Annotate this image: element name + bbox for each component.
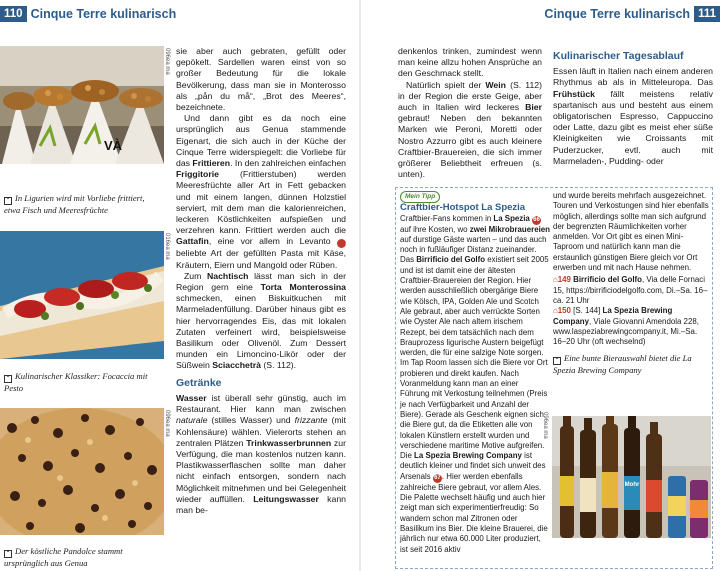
text-run: Essen läuft in Italien nach einem anderen Rhythmus ab als in Mitteleuropa. Das [553,66,713,88]
caption-text: Der köstliche Pandolce stammt ursprünglich aus Genua [4,546,123,568]
text-run: auf ihre Kosten, wo [400,224,470,234]
text-run: zur Verfügung, die man kostenlos nutzen kann. Plastikwasserflaschen sollte man daher nicht einfach entsorgen, sondern nach Möglichkeit mitnehmen und bei Gelegenheit wieder auffüllen. [176,437,346,504]
book-spine-gutter [359,0,361,571]
photo-caption-icon: ⌃ [554,358,560,365]
location-pin-icon: ⌂ [553,275,558,285]
text-run: Und dann gibt es da noch eine ursprünglich aus Genua stammende Eigenart, die sich auch in der Küche der Cinque Terre widerspiegelt: die Vorliebe für das [176,113,346,169]
text-run: auf durstige Gäste warten – und das auch noch in fußläufiger Distanz zueinander. [400,234,547,255]
text-run: beliebte Art der gefüllten Pasta mit Käse, Kräutern, Eiern und Mangold oder Rüben. [176,248,346,270]
photo-credit-1: 096ea ma [164,48,170,75]
tip-badge: Mein Tipp [400,191,440,203]
photo-caption-2 [4,371,162,394]
heading-tagesablauf: Kulinarischer Tagesablauf [553,50,684,62]
photo-caption-icon: ⌃ [5,376,11,382]
text-run: ist überall sehr günstig, auch im Restaurant. Hier kann man zwischen [176,392,346,415]
right-running-title: Cinque Terre kulinarisch [544,7,691,21]
entry-name: La Spezia Brewing Company [553,306,673,326]
entry-number-149: 149 [557,275,571,285]
term-wasser: Wasser [176,392,207,403]
term-la-spezia: La Spezia [493,213,530,223]
left-page-number: 110 [0,6,27,22]
text-run: Natürlich spielt der [406,79,486,90]
photo-caption-icon: ⌃ [5,198,11,204]
term-leitungswasser: Leitungswasser [253,493,319,504]
text-column-2 [398,46,542,180]
tip-entry-brewing [553,306,709,347]
paragraph-dessert [176,271,346,372]
photo-credit-3: 096ea ma [164,410,170,437]
text-run: (mit Kohlensäure) wählen. Vielerorts stehen an zentralen Plätzen [176,415,347,448]
entry-details: , Via delle Fornaci 15, https://birrificiodelgolfo.com, Di.–Sa. 16–ca. 21 Uhr [553,275,708,305]
caption-text: Eine bunte Bierauswahl bietet die La Spezia Brewing Company [553,353,692,376]
text-run: (Frittierstuben) werden Meeresfrüchte aller Art in Fett gebacken und mit einem langen, dünnen Holzstiel serviert, mit dem man die kalorienreichen, leckeren Köstlichkeiten aufspießen und verzehren kann. Frittiert werden auch die [176,169,346,236]
tip-entry-golfo [553,275,709,306]
photo-caption-3 [4,546,162,569]
term-wein: Wein [485,79,506,90]
term-fruehstueck: Frühstück [553,88,595,99]
caption-text: Kulinarischer Klassiker: Focaccia mit Pesto [4,371,148,393]
text-run: (stilles Wasser) und [207,415,295,426]
paragraph-tap-water: denkenlos trinken, zumindest wenn man keine allzu hohen Ansprüche an den Geschmack stellt. [398,46,542,79]
photo-pandolce [0,408,164,535]
paragraph-frying [176,113,349,271]
paragraph-wine-beer [398,80,542,181]
text-column-1 [176,46,349,516]
tip-paragraph-golfo [400,255,550,451]
tip-column-left [400,191,550,555]
term-birrificio-del-golfo: Birrificio del Golfo [416,255,486,265]
entry-page-ref: [S. 144] [573,306,603,316]
text-column-3 [553,46,713,167]
entry-number-150: 150 [557,306,571,316]
term-friggitorie: Friggitorie [176,169,219,180]
tip-paragraph-intro [400,214,550,256]
right-page-header [544,6,720,24]
beer-label-text: Mohr [624,482,640,488]
photo-beer-bottles [552,416,711,538]
text-run: fällt meistens relativ spartanisch aus und besteht aus einem obligatorischen Espresso, Cappuccino oder Latte, dazu gibt es meist eher süße Kleinigkeiten wie Croissants mit Puderzucker, evtl. auch mit Marmeladen-, Pudding- oder [553,88,713,166]
text-run: ist deutlich kleiner und findet sich unweit des Arsenals [400,451,546,481]
term-torta-monterossina: Torta Monterossina [260,282,346,293]
term-trinkwasserbrunnen: Trinkwasserbrunnen [246,437,332,448]
text-run: . Hier werden ebenfalls zahlreiche Biere gebraut, vor allem Ales. Die Palette wechselt häufig und auch hier zeigt man sich experimentierfreudig: So wandern schon mal Zitronen oder Basilikum ins Bier. Die kleine Brauerei, die jährlich nur etwa 60.000 Liter produziert, ist seit 2016 aktiv [400,471,548,554]
text-run: gebraut! Neben den bekannten Marken wie Peroni, Moretti oder Nostro Azzurro gibt es auch kleinere Craftbier-Brauereien, die sich immer größerer Beliebtheit erfreuen (s. unten). [398,113,542,180]
term-frittieren: Frittieren [192,158,231,169]
tip-column-right [553,191,709,376]
map-marker-1[interactable]: 1 [337,239,346,248]
map-marker-67[interactable]: 67 [434,474,441,481]
photo-focaccia-pesto [0,231,164,359]
text-run: Craftbier-Fans kommen in [400,213,494,223]
heading-getraenke: Getränke [176,376,222,389]
text-run: Zum [184,270,207,281]
photo-sign-text: VÀ [104,138,123,153]
text-run: kann man be- [176,493,346,515]
text-run: schmecken, einen Biskuitkuchen mit Marmeladenfüllung. Darüber hinaus gibt es hier hervorragendes Eis, das mit lokalen Zutaten verfeinert wird, beispielsweise Basilikum oder Olivenöl. Zum Dessert munden ein Limoncino-Likör oder der Süßwein [176,293,346,371]
text-run: Die [400,451,415,461]
tip-paragraph-brewing-company [400,451,550,555]
term-sciacchetra: Sciacchetrà [212,360,261,371]
text-run: . In den zahlreichen einfachen [230,158,346,169]
tip-title: Craftbier-Hotspot La Spezia [400,202,526,214]
text-run: existiert seit 2005 und ist ist damit eine der ältesten Craftbier-Brauereien der Region. Hier werden ausschließlich obergärige Biere wie Kölsch, IPA, Golden Ale und Scotch Ale gebraut, aber auch verrückte Sorten wie Oyster Ale nach altem irischem Rezept, bei dem tatsächlich nach dem Brauprozess ligurische Austern beigefügt werden, die für eine salzige Note sorgen. Im Tap Room lassen sich die Biere vor Ort probieren und direkt kaufen. Nach Voranmeldung kann man an einer Führung mit Verkostung teilnehmen (Preis je nach Verfügbarkeit und Anzahl der Biere). Gerade als Geschenk eignen sich die Biere gut, da die Etiketten alle von lokalen Künstlern erstellt wurden und verschiedene maritime Motive aufgreifen. [400,255,549,450]
entry-details: , Viale Giovanni Amendola 228, www.laspeziabrewingcompany.it, Mi.–Sa. 16–20 Uhr (oft wechselnd) [553,316,699,347]
photo-caption-icon: ⌃ [5,551,11,557]
text-run: Das [400,255,417,265]
photo-credit-beer: 096ea ma [542,412,548,439]
tip-paragraph-tours: und wurde bereits mehrfach ausgezeichnet. Touren und Verkostungen sind hier ebenfalls möglich, allerdings sollte man sich aufgrund der begrenzten Räumlichkeiten vorher anmelden. Vor Ort gibt es einen Mini-Taproom und natürlich kann man die erstaunlich günstigen Biere gleich vor Ort erwerben und mit nach Hause nehmen. [553,191,709,273]
term-nachtisch: Nachtisch [206,270,249,281]
caption-text: In Ligurien wird mit Vorliebe frittiert, etwa Fisch und Meeresfrüchte [4,193,145,215]
text-run: (S. 112). [261,360,297,371]
location-pin-icon: ⌂ [553,306,558,316]
text-run: (S. 112) in der Region die erste Geige, aber auch in Italien wird leckeres [398,79,542,113]
term-naturale: naturale [176,415,208,426]
term-bier: Bier [525,102,542,113]
left-running-title: Cinque Terre kulinarisch [30,7,177,21]
right-page-number: 111 [694,6,720,22]
text-run: lässt man sich in der Region gern eine [176,270,346,293]
paragraph-anchovies: sie aber auch gebraten, gefüllt oder gepökelt. Sardellen waren einst von so großer Bedeutung für die lokale Bevölkerung, dass man sie in Monterosso als „pån du må“, „Brot des Meeres“, bezeichnete. [176,46,346,113]
photo-caption-1 [4,193,162,216]
photo-credit-2: 016ea ma [164,233,170,260]
tip-photo-caption [553,353,709,376]
entry-name: Birrificio del Golfo [573,275,642,285]
paragraph-water [176,393,346,516]
term-gattafin: Gattafin [176,236,209,247]
term-mikrobrauereien: zwei Mikrobrauereien [469,224,550,234]
term-frizzante: frizzante [294,415,328,426]
term-la-spezia-brewing: La Spezia Brewing Company [414,451,522,461]
left-page-header [0,6,176,24]
map-marker-66[interactable]: 66 [533,216,540,223]
photo-fried-seafood [0,46,164,164]
paragraph-breakfast [553,66,713,167]
text-run: , eine vor allem in Levanto [208,236,337,247]
